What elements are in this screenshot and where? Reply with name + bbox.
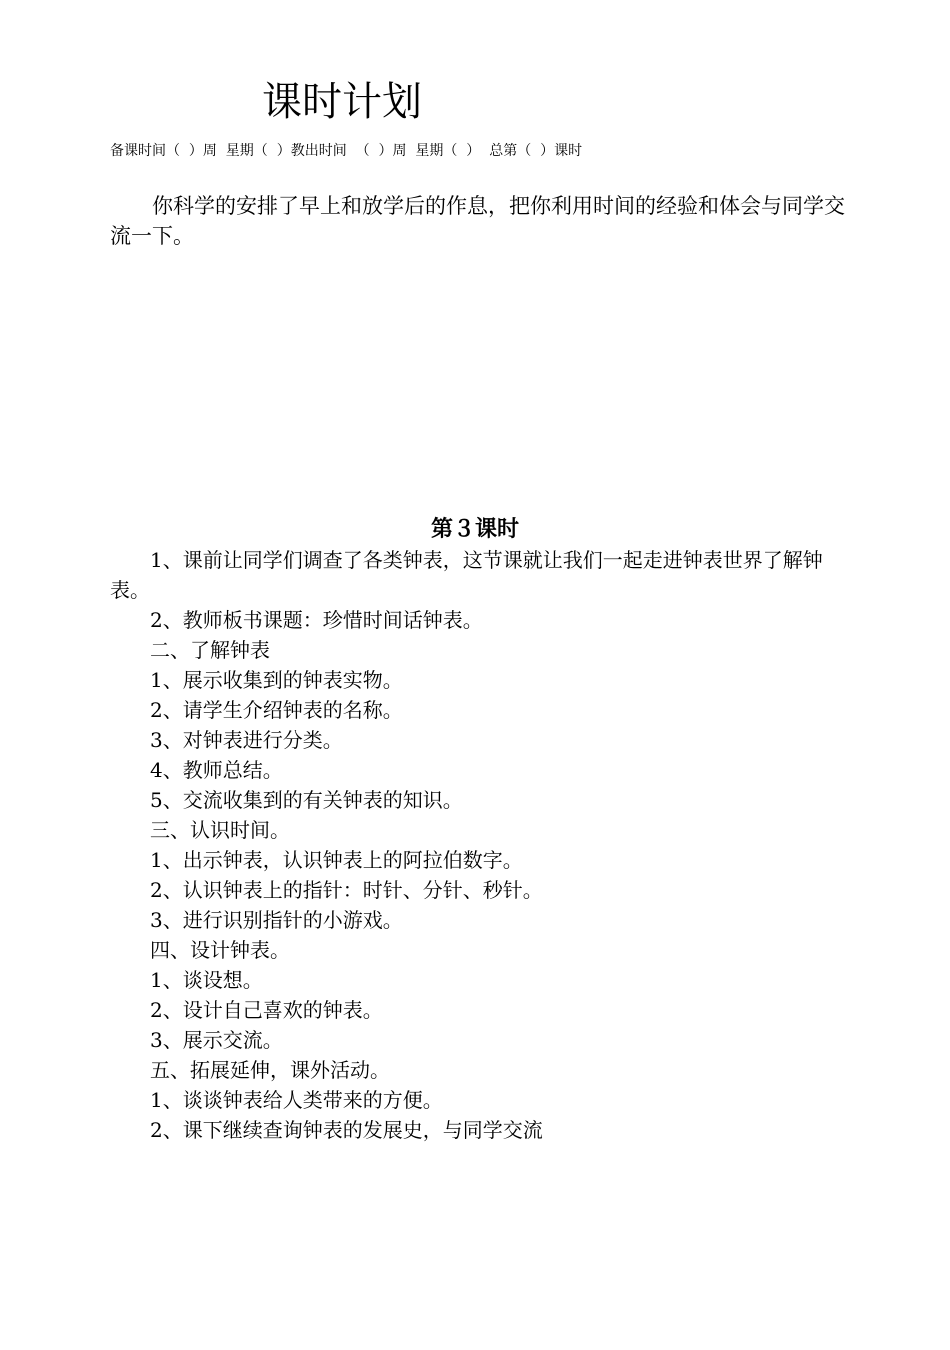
lesson-heading: 三、认识时间。 [150, 818, 290, 842]
lesson-heading: 五、拓展延伸，课外活动。 [150, 1058, 390, 1082]
schedule-info-line: 备课时间（ ）周 星期（ ）教出时间 （ ）周 星期（ ） 总第（ ）课时 [110, 143, 583, 159]
lesson-line: 1、课前让同学们调查了各类钟表，这节课就让我们一起走进钟表世界了解钟表。 [110, 548, 823, 602]
lesson-line: 3、展示交流。 [150, 1028, 283, 1052]
lesson-heading: 二、了解钟表 [150, 638, 270, 662]
section-title: 第３课时 [430, 517, 519, 542]
lesson-line: 2、设计自己喜欢的钟表。 [150, 998, 383, 1022]
lesson-line: 1、谈设想。 [150, 968, 263, 992]
lesson-line: 2、认识钟表上的指针：时针、分针、秒针。 [150, 878, 543, 902]
lesson-line: 5、交流收集到的有关钟表的知识。 [150, 788, 463, 812]
lesson-line: 1、展示收集到的钟表实物。 [150, 668, 403, 692]
lesson-line: 1、谈谈钟表给人类带来的方便。 [150, 1088, 443, 1112]
lesson-line: 2、请学生介绍钟表的名称。 [150, 698, 403, 722]
lesson-heading: 四、设计钟表。 [150, 938, 290, 962]
lesson-body [110, 545, 845, 1145]
intro-paragraph: 你科学的安排了早上和放学后的作息，把你利用时间的经验和体会与同学交流一下。 [110, 194, 845, 248]
document-title: 课时计划 [262, 79, 422, 125]
lesson-line: 2、课下继续查询钟表的发展史，与同学交流 [150, 1118, 543, 1142]
lesson-line: 3、对钟表进行分类。 [150, 728, 343, 752]
lesson-line: 1、出示钟表，认识钟表上的阿拉伯数字。 [150, 848, 523, 872]
lesson-line: 2、教师板书课题：珍惜时间话钟表。 [150, 608, 483, 632]
lesson-line: 3、进行识别指针的小游戏。 [150, 908, 403, 932]
lesson-line: 4、教师总结。 [150, 758, 283, 782]
